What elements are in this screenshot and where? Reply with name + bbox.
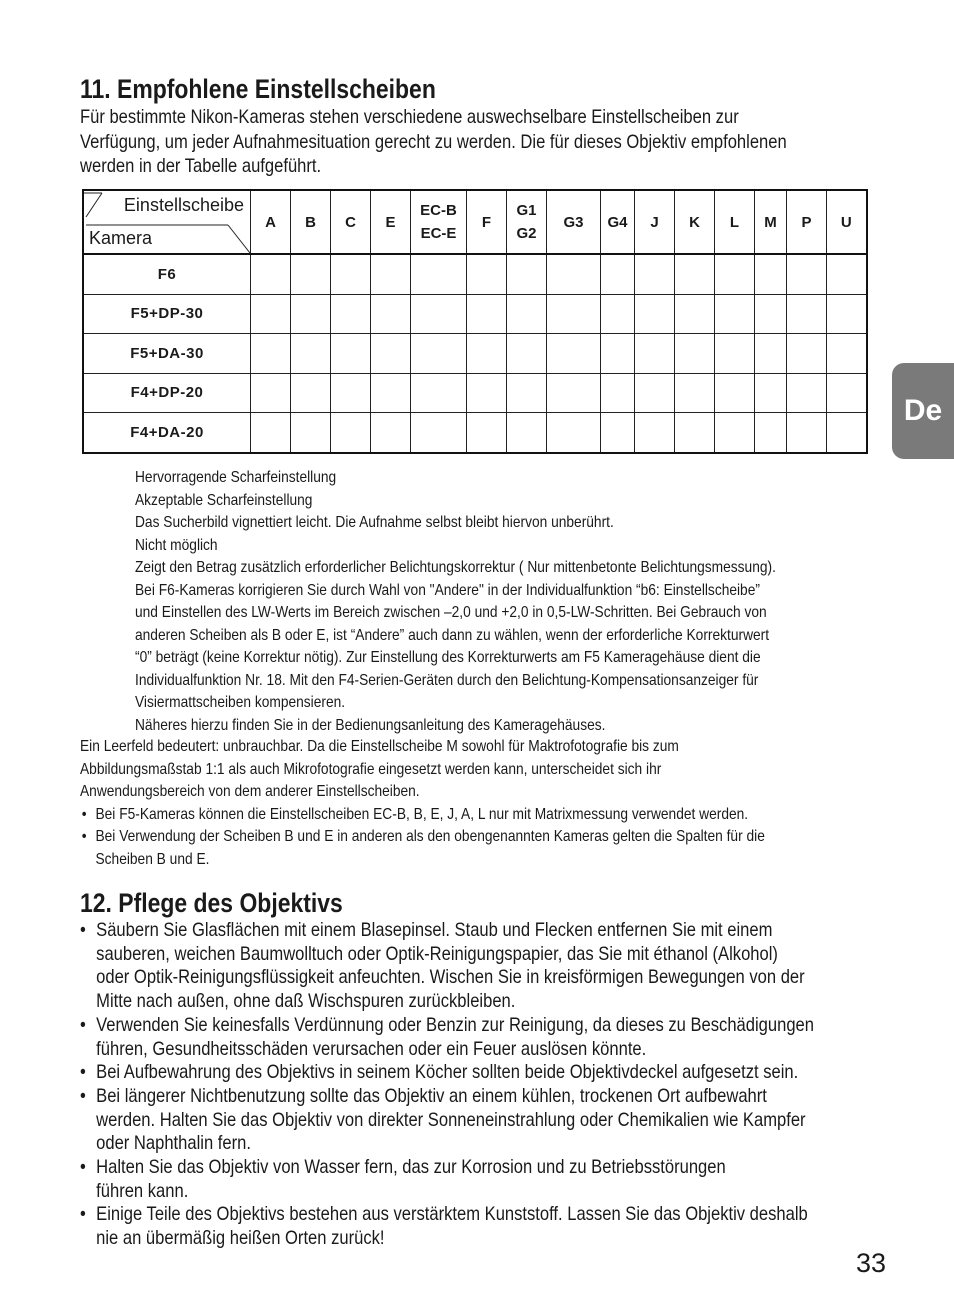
care-item-line: • Bei längerer Nichtbenutzung sollte das Objektiv an einem kühlen, trockenen Ort aufbewahrt xyxy=(96,1084,767,1107)
bullet-note xyxy=(80,826,765,871)
table-cell xyxy=(715,334,755,374)
table-corner-header xyxy=(83,190,251,254)
legend-line: Visiermattscheiben kompensieren. xyxy=(135,694,346,711)
header-label-part: G2 xyxy=(516,225,537,242)
table-cell xyxy=(635,254,675,294)
table-cell xyxy=(291,334,331,374)
bullet-note xyxy=(80,804,765,827)
screen-column-header: E xyxy=(371,190,411,254)
care-item xyxy=(80,1014,814,1061)
table-cell xyxy=(467,413,507,453)
table-cell xyxy=(547,413,601,453)
table-cell xyxy=(547,334,601,374)
screen-column-header: F xyxy=(467,190,507,254)
table-cell xyxy=(331,254,371,294)
table-cell xyxy=(715,413,755,453)
care-item xyxy=(80,919,814,1014)
screen-column-header: M xyxy=(755,190,787,254)
legend xyxy=(135,467,776,737)
table-cell xyxy=(331,413,371,453)
header-label-part: EC-B xyxy=(420,202,457,219)
table-cell xyxy=(601,373,635,413)
table-cell xyxy=(507,373,547,413)
table-cell xyxy=(715,373,755,413)
table-cell xyxy=(755,413,787,453)
table-row xyxy=(83,413,867,453)
camera-label: F4+DP-20 xyxy=(83,373,251,413)
care-item-line: • Säubern Sie Glasflächen mit einem Blasepinsel. Staub und Flecken entfernen Sie mit einem xyxy=(96,919,773,941)
table-cell xyxy=(371,373,411,413)
note-line: Ein Leerfeld bedeutert: unbrauchbar. Da die Einstellscheibe M sowohl für Maktrofotografie bis zum xyxy=(80,738,679,755)
header-label-part: G1 xyxy=(516,202,537,219)
care-item xyxy=(80,1203,814,1250)
legend-line: “0” beträgt (keine Korrektur nötig). Zur Einstellung des Korrekturwerts am F5 Kameragehäuse dient die xyxy=(135,649,761,666)
note-line: Anwendungsbereich von dem anderer Einstellscheiben. xyxy=(80,783,420,800)
screen-column-header: G3 xyxy=(547,190,601,254)
table-cell xyxy=(371,334,411,374)
table-row xyxy=(83,334,867,374)
screen-column-header: L xyxy=(715,190,755,254)
screen-column-header xyxy=(411,190,467,254)
screen-column-header: G4 xyxy=(601,190,635,254)
page-number: 33 xyxy=(856,1248,887,1278)
table-cell xyxy=(331,334,371,374)
table-cell xyxy=(787,294,827,334)
camera-label: F5+DP-30 xyxy=(83,294,251,334)
table-cell xyxy=(371,413,411,453)
table-cell xyxy=(251,413,291,453)
table-cell xyxy=(715,254,755,294)
table-cell xyxy=(755,294,787,334)
table-cell xyxy=(411,413,467,453)
table-cell xyxy=(467,294,507,334)
table-cell xyxy=(755,373,787,413)
legend-line: Das Sucherbild vignettiert leicht. Die Aufnahme selbst bleibt hiervon unberührt. xyxy=(135,514,614,531)
camera-label: F6 xyxy=(83,254,251,294)
table-cell xyxy=(601,334,635,374)
screen-column-header: P xyxy=(787,190,827,254)
intro-line: werden in der Tabelle aufgeführt. xyxy=(80,155,322,177)
care-item-line: • Halten Sie das Objektiv von Wasser fern, das zur Korrosion und zu Betriebsstörungen xyxy=(96,1156,726,1179)
table-cell xyxy=(827,413,867,453)
care-item xyxy=(80,1085,814,1156)
table-cell xyxy=(827,294,867,334)
table-cell xyxy=(507,254,547,294)
care-item-line: führen kann. xyxy=(96,1179,189,1202)
care-item-line: oder Naphthalin fern. xyxy=(96,1132,251,1155)
camera-label: F4+DA-20 xyxy=(83,413,251,453)
table-cell xyxy=(467,254,507,294)
legend-line: Nicht möglich xyxy=(135,536,218,554)
table-cell xyxy=(827,254,867,294)
table-row xyxy=(83,294,867,334)
table-cell xyxy=(411,294,467,334)
screen-column-header xyxy=(507,190,547,254)
legend-line: und Einstellen des LW-Werts im Bereich zwischen –2,0 und +2,0 in 0,5-LW-Schritten. Bei Gebrauch von xyxy=(135,604,767,621)
care-item-line: sauberen, weichen Baumwolltuch oder Optik-Reinigungspapier, das Sie mit éthanol (Alkohol) xyxy=(96,942,778,965)
table-cell xyxy=(675,294,715,334)
bullet-line: • Bei Verwendung der Scheiben B und E in anderen als den obengenannten Kameras gelten die Spalten für die xyxy=(95,828,765,845)
focusing-screen-table xyxy=(82,189,868,454)
screen-column-header: A xyxy=(251,190,291,254)
care-item-line: nie an übermäßig heißen Orten zurück! xyxy=(96,1227,385,1250)
table-cell xyxy=(635,334,675,374)
intro-line: Verfügung, um jeder Aufnahmesituation gerecht zu werden. Die für dieses Objektiv empfohlenen xyxy=(80,130,787,153)
table-cell xyxy=(331,373,371,413)
table-cell xyxy=(467,373,507,413)
section-11-intro xyxy=(80,105,828,179)
table-cell xyxy=(787,373,827,413)
care-item-line: • Einige Teile des Objektivs bestehen aus verstärktem Kunststoff. Lassen Sie das Objektiv deshalb xyxy=(96,1203,808,1226)
table-cell xyxy=(787,413,827,453)
table-cell xyxy=(467,334,507,374)
table-cell xyxy=(331,294,371,334)
table-cell xyxy=(371,254,411,294)
row-axis-label: Kamera xyxy=(89,228,153,248)
table-cell xyxy=(715,294,755,334)
table-cell xyxy=(675,373,715,413)
language-tab: De xyxy=(892,363,954,459)
care-item-line: werden. Halten Sie das Objektiv von direkter Sonneneinstrahlung oder Chemikalien wie Kampfer xyxy=(96,1108,806,1131)
table-cell xyxy=(601,413,635,453)
note-line: Abbildungsmaßstab 1:1 als auch Mikrofotografie eingesetzt werden kann, unterscheidet sich ihr xyxy=(80,760,662,778)
table-cell xyxy=(601,294,635,334)
table-cell xyxy=(635,413,675,453)
care-item-line: oder Optik-Reinigungsflüssigkeit anfeuchten. Wischen Sie in kreisförmigen Bewegungen von der xyxy=(96,966,805,989)
care-instructions-list xyxy=(80,919,814,1251)
table-cell xyxy=(675,334,715,374)
legend-line: Hervorragende Scharfeinstellung xyxy=(135,469,337,486)
table-cell xyxy=(547,373,601,413)
care-item-line: • Bei Aufbewahrung des Objektivs in seinem Köcher sollten beide Objektivdeckel aufgesetzt sein. xyxy=(96,1061,799,1084)
care-item xyxy=(80,1156,814,1203)
legend-line: anderen Scheiben als B oder E, ist “Andere” auch dann zu wählen, wenn der erforderliche Korrekturwert xyxy=(135,626,770,644)
table-notes xyxy=(80,736,765,871)
table-cell xyxy=(507,413,547,453)
screen-column-header: U xyxy=(827,190,867,254)
section-12-title: 12. Pflege des Objektivs xyxy=(80,888,343,918)
screen-column-header: B xyxy=(291,190,331,254)
table-cell xyxy=(507,294,547,334)
table-cell xyxy=(547,254,601,294)
table-cell xyxy=(755,254,787,294)
care-item-line: Mitte nach außen, ohne daß Wischspuren zurückbleiben. xyxy=(96,990,516,1013)
table-cell xyxy=(251,373,291,413)
table-cell xyxy=(675,254,715,294)
care-item-line: führen, Gesundheitsschäden verursachen oder ein Feuer auslösen könnte. xyxy=(96,1037,647,1060)
table-cell xyxy=(547,294,601,334)
table-row xyxy=(83,254,867,294)
stacked-header-label xyxy=(420,199,457,245)
legend-line: Zeigt den Betrag zusätzlich erforderlicher Belichtungskorrektur ( Nur mittenbetonte Belichtungsmessung). xyxy=(135,559,776,576)
legend-line: Individualfunktion Nr. 18. Mit den F4-Serien-Geräten durch den Belichtung-Kompensationsanzeiger für xyxy=(135,671,759,689)
table-cell xyxy=(675,413,715,453)
table-cell xyxy=(411,334,467,374)
table-cell xyxy=(251,334,291,374)
care-item xyxy=(80,1061,814,1085)
stacked-header-label xyxy=(516,199,536,245)
table-cell xyxy=(291,294,331,334)
bullet-line: Scheiben B und E. xyxy=(95,850,210,868)
legend-line: Akzeptable Scharfeinstellung xyxy=(135,491,313,509)
table-cell xyxy=(635,294,675,334)
table-cell xyxy=(411,373,467,413)
table-cell xyxy=(291,254,331,294)
legend-line: Näheres hierzu finden Sie in der Bedienungsanleitung des Kameragehäuses. xyxy=(135,716,606,734)
screen-column-header: K xyxy=(675,190,715,254)
bullet-line: • Bei F5-Kameras können die Einstellscheiben EC-B, B, E, J, A, L nur mit Matrixmessung verwendet werden. xyxy=(95,805,749,823)
camera-label: F5+DA-30 xyxy=(83,334,251,374)
table-cell xyxy=(291,413,331,453)
table-cell xyxy=(291,373,331,413)
table-cell xyxy=(827,334,867,374)
table-cell xyxy=(601,254,635,294)
table-cell xyxy=(787,334,827,374)
screen-column-header: C xyxy=(331,190,371,254)
care-item-line: • Verwenden Sie keinesfalls Verdünnung oder Benzin zur Reinigung, da dieses zu Beschädigungen xyxy=(96,1013,814,1036)
table-cell xyxy=(827,373,867,413)
table-cell xyxy=(251,254,291,294)
table-cell xyxy=(507,334,547,374)
screen-column-header: J xyxy=(635,190,675,254)
header-label-part: EC-E xyxy=(420,225,457,242)
table-cell xyxy=(411,254,467,294)
table-cell xyxy=(635,373,675,413)
legend-line: Bei F6-Kameras korrigieren Sie durch Wahl von "Andere" in der Individualfunktion “b6: Einstellscheibe” xyxy=(135,581,760,599)
intro-line: Für bestimmte Nikon-Kameras stehen verschiedene auswechselbare Einstellscheiben zur xyxy=(80,106,739,128)
column-axis-label: Einstellscheibe xyxy=(123,195,244,215)
table-row xyxy=(83,373,867,413)
table-cell xyxy=(787,254,827,294)
table-cell xyxy=(371,294,411,334)
table-cell xyxy=(755,334,787,374)
table-cell xyxy=(251,294,291,334)
section-11-title: 11. Empfohlene Einstellscheiben xyxy=(80,74,436,104)
